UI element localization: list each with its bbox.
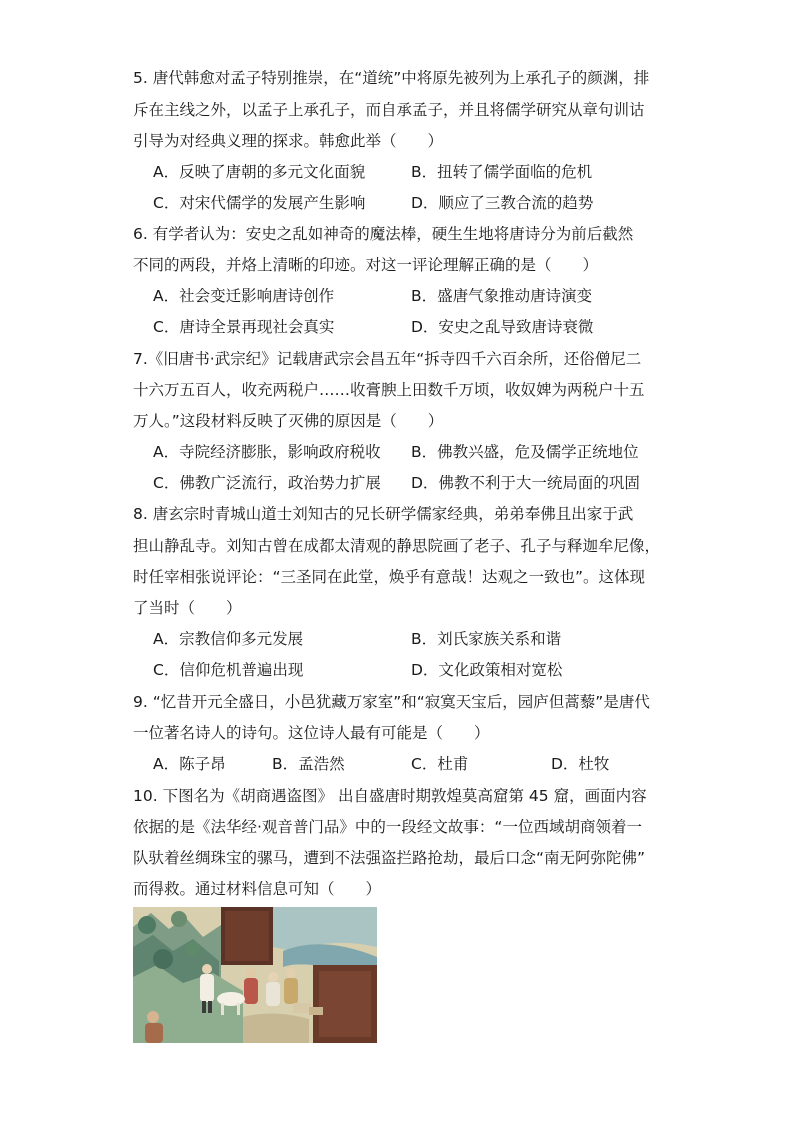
mural-illustration-icon xyxy=(133,907,377,1043)
q7-stem-line-2: 十六万五百人，收充两税户……收膏腴上田数千万顷，收奴婢为两税户十五 xyxy=(133,381,645,399)
q10-stem-line-2: 依据的是《法华经·观音普门品》中的一段经文故事：“一位西域胡商领着一 xyxy=(133,818,642,836)
q8-stem-line-2: 担山静乱寺。刘知古曾在成都太清观的静思院画了老子、孔子与释迦牟尼像， xyxy=(133,537,661,555)
q8-option-c: C．信仰危机普遍出现 xyxy=(153,661,304,679)
q5-option-c: C．对宋代儒学的发展产生影响 xyxy=(153,194,366,212)
q5-stem-line-3: 引导为对经典义理的探求。韩愈此举（ ） xyxy=(133,132,444,150)
q9-option-d: D．杜牧 xyxy=(551,755,610,773)
q5-stem-line-1: 5. 唐代韩愈对孟子特别推崇，在“道统”中将原先被列为上承孔子的颜渊，排 xyxy=(133,69,650,87)
q6-option-a: A．社会变迁影响唐诗创作 xyxy=(153,287,335,305)
q5-stem-line-2: 斥在主线之外，以孟子上承孔子，而自承孟子，并且将儒学研究从章句训诂 xyxy=(133,101,645,119)
q7-option-d: D．佛教不利于大一统局面的巩固 xyxy=(411,474,640,492)
q9-option-a: A．陈子昂 xyxy=(153,755,226,773)
q8-option-b: B．刘氏家族关系和谐 xyxy=(411,630,562,648)
q8-stem-line-3: 时任宰相张说评论：“三圣同在此堂，焕乎有意哉！达观之一致也”。这体现 xyxy=(133,568,646,586)
q7-stem-line-3: 万人。”这段材料反映了灭佛的原因是（ ） xyxy=(133,412,444,430)
q9-stem-line-2: 一位著名诗人的诗句。这位诗人最有可能是（ ） xyxy=(133,724,490,742)
q6-option-c: C．唐诗全景再现社会真实 xyxy=(153,318,335,336)
q9-option-c: C．杜甫 xyxy=(411,755,469,773)
q7-option-a: A．寺院经济膨胀，影响政府税收 xyxy=(153,443,381,461)
q8-option-d: D．文化政策相对宽松 xyxy=(411,661,563,679)
q10-stem-line-3: 队驮着丝绸珠宝的骡马，遭到不法强盗拦路抢劫，最后口念“南无阿弥陀佛” xyxy=(133,849,646,867)
q5-option-d: D．顺应了三教合流的趋势 xyxy=(411,194,594,212)
q5-option-b: B．扭转了儒学面临的危机 xyxy=(411,163,593,181)
q10-stem-line-1: 10. 下图名为《胡商遇盗图》 出自盛唐时期敦煌莫高窟第 45 窟，画面内容 xyxy=(133,787,647,805)
q7-stem-line-1: 7.《旧唐书·武宗纪》记载唐武宗会昌五年“拆寺四千六百余所，还俗僧尼二 xyxy=(133,350,642,368)
q6-stem-line-2: 不同的两段，并烙上清晰的印迹。对这一评论理解正确的是（ ） xyxy=(133,256,599,274)
q6-option-d: D．安史之乱导致唐诗衰微 xyxy=(411,318,594,336)
q9-option-b: B．孟浩然 xyxy=(272,755,345,773)
q8-option-a: A．宗教信仰多元发展 xyxy=(153,630,304,648)
mural-painting-image xyxy=(133,907,377,1043)
q8-stem-line-1: 8. 唐玄宗时青城山道士刘知古的兄长研学儒家经典，弟弟奉佛且出家于武 xyxy=(133,505,634,523)
q7-option-b: B．佛教兴盛，危及儒学正统地位 xyxy=(411,443,639,461)
q7-option-c: C．佛教广泛流行，政治势力扩展 xyxy=(153,474,381,492)
q6-stem-line-1: 6. 有学者认为：安史之乱如神奇的魔法棒，硬生生地将唐诗分为前后截然 xyxy=(133,225,634,243)
q6-option-b: B．盛唐气象推动唐诗演变 xyxy=(411,287,593,305)
q10-stem-line-4: 而得救。通过材料信息可知（ ） xyxy=(133,880,382,898)
q8-stem-line-4: 了当时（ ） xyxy=(133,599,242,617)
q5-option-a: A．反映了唐朝的多元文化面貌 xyxy=(153,163,366,181)
q9-stem-line-1: 9. “忆昔开元全盛日，小邑犹藏万家室”和“寂寞天宝后，园庐但蒿藜”是唐代 xyxy=(133,693,650,711)
